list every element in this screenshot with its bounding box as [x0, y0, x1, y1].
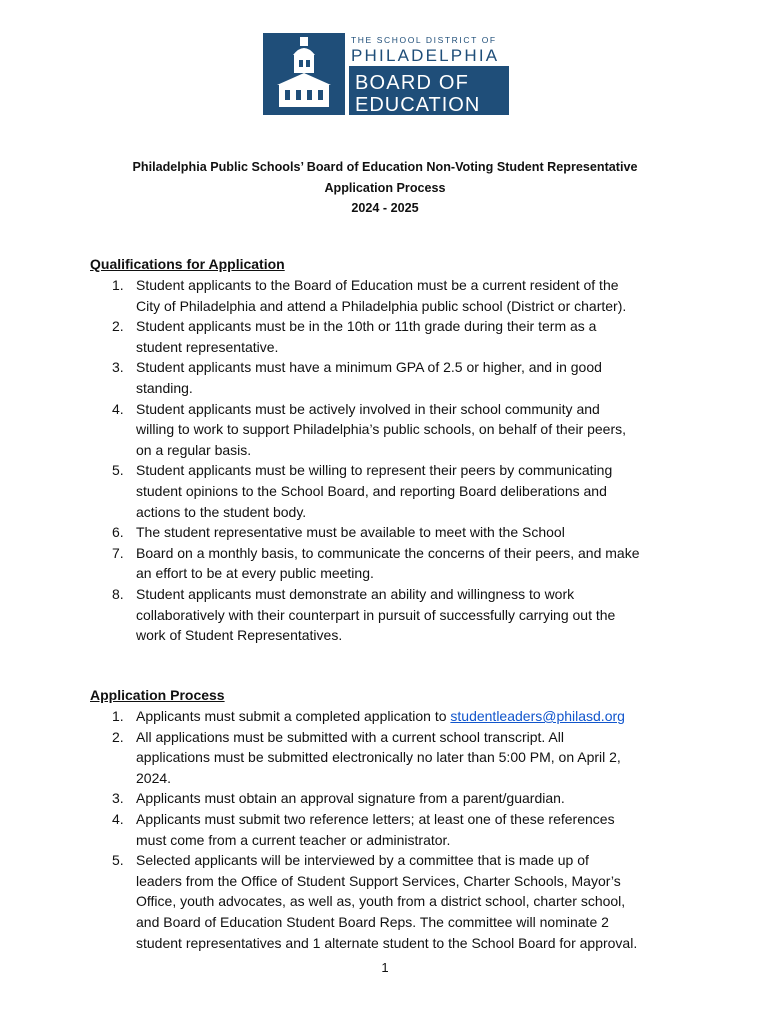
list-item-line: Selected applicants will be interviewed by a committee that is made up of: [136, 852, 589, 869]
list-item-line: and Board of Education Student Board Reps. The committee will nominate 2: [136, 913, 609, 930]
list-item: [90, 399, 690, 461]
title-line: Philadelphia Public Schools’ Board of Education Non-Voting Student Representative: [132, 160, 638, 174]
list-item: [90, 275, 690, 316]
title-line: 2024 - 2025: [351, 201, 419, 215]
list-item-line: Office, youth advocates, as well as, youth from a district school, charter school,: [136, 893, 626, 910]
logo-line3: BOARD OF: [355, 72, 470, 94]
email-link[interactable]: studentleaders@philasd.org: [450, 708, 625, 724]
qualifications-list: [90, 275, 690, 646]
qualifications-heading: Qualifications for Application: [90, 256, 285, 272]
list-item-number: 2.: [112, 318, 124, 335]
list-item-line: City of Philadelphia and attend a Philadelphia public school (District or charter).: [136, 297, 627, 314]
list-item-number: 3.: [112, 359, 124, 376]
list-item-number: 5.: [112, 462, 124, 479]
list-item: [90, 809, 690, 850]
list-item: [90, 584, 690, 646]
list-item: [90, 316, 690, 357]
list-item-line: All applications must be submitted with a current school transcript. All: [136, 728, 564, 745]
logo-line4: EDUCATION: [355, 94, 481, 115]
page-number: 1: [381, 960, 389, 975]
list-item: [90, 357, 690, 398]
list-item-line: Applicants must obtain an approval signature from a parent/guardian.: [136, 790, 565, 807]
list-item-text: Applicants must submit a completed application to: [136, 708, 451, 724]
list-item: [90, 543, 690, 584]
list-item-line: Applicants must submit two reference letters; at least one of these references: [136, 810, 615, 827]
list-item-number: 1.: [112, 277, 124, 293]
list-item-number: 2.: [112, 728, 124, 745]
list-item: [90, 788, 690, 809]
list-item-line: Board on a monthly basis, to communicate the concerns of their peers, and make: [136, 544, 640, 561]
list-item-number: 5.: [112, 852, 124, 869]
list-item-line: student opinions to the School Board, and reporting Board deliberations and: [136, 482, 607, 499]
list-item: [90, 850, 690, 953]
list-item-line: Student applicants must be in the 10th or 11th grade during their term as a: [136, 318, 597, 335]
list-item-line: student representatives and 1 alternate student to the School Board for approval.: [136, 934, 638, 951]
list-item-line: work of Student Representatives.: [136, 627, 343, 644]
application-process-list: [90, 706, 690, 953]
list-item-number: 8.: [112, 585, 124, 602]
list-item-number: 3.: [112, 790, 124, 807]
list-item-line: Student applicants must be actively involved in their school community and: [136, 400, 600, 417]
application-process-heading: Application Process: [90, 687, 225, 703]
list-item-line: Student applicants must have a minimum GPA of 2.5 or higher, and in good: [136, 359, 602, 376]
document-title: [60, 157, 710, 219]
list-item-line: actions to the student body.: [136, 503, 307, 520]
list-item: [90, 727, 690, 789]
logo-line2: PHILADELPHIA: [351, 46, 500, 65]
list-item-line: Student applicants must demonstrate an ability and willingness to work: [136, 585, 575, 602]
list-item-line: Student applicants must be willing to represent their peers by communicating: [136, 462, 613, 479]
list-item-line: 2024.: [136, 769, 172, 786]
list-item-line: applications must be submitted electronically no later than 5:00 PM, on April 2,: [136, 749, 621, 766]
list-item-line: an effort to be at every public meeting.: [136, 565, 374, 582]
list-item: [90, 706, 690, 727]
list-item-number: 1.: [112, 708, 124, 724]
title-line: Application Process: [324, 180, 446, 195]
list-item-number: 4.: [112, 400, 124, 417]
list-item-line: must come from a current teacher or administrator.: [136, 831, 451, 848]
list-item-line: student representative.: [136, 338, 279, 355]
list-item-number: 7.: [112, 544, 124, 561]
logo-line1: THE SCHOOL DISTRICT OF: [351, 35, 497, 45]
list-item-number: 4.: [112, 810, 124, 827]
list-item-line: The student representative must be available to meet with the School: [136, 524, 565, 541]
list-item: [90, 460, 690, 522]
list-item-line: on a regular basis.: [136, 441, 252, 458]
list-item-line: Student applicants to the Board of Education must be a current resident of the: [136, 277, 619, 293]
list-item-line: willing to work to support Philadelphia’s public schools, on behalf of their peers,: [136, 421, 627, 438]
list-item-line: standing.: [136, 379, 193, 396]
list-item-line: collaboratively with their counterpart in pursuit of successfully carrying out the: [136, 606, 616, 623]
list-item-number: 6.: [112, 524, 124, 541]
list-item: [90, 522, 690, 543]
board-of-education-logo: [263, 33, 509, 115]
list-item-line: leaders from the Office of Student Support Services, Charter Schools, Mayor’s: [136, 872, 621, 889]
